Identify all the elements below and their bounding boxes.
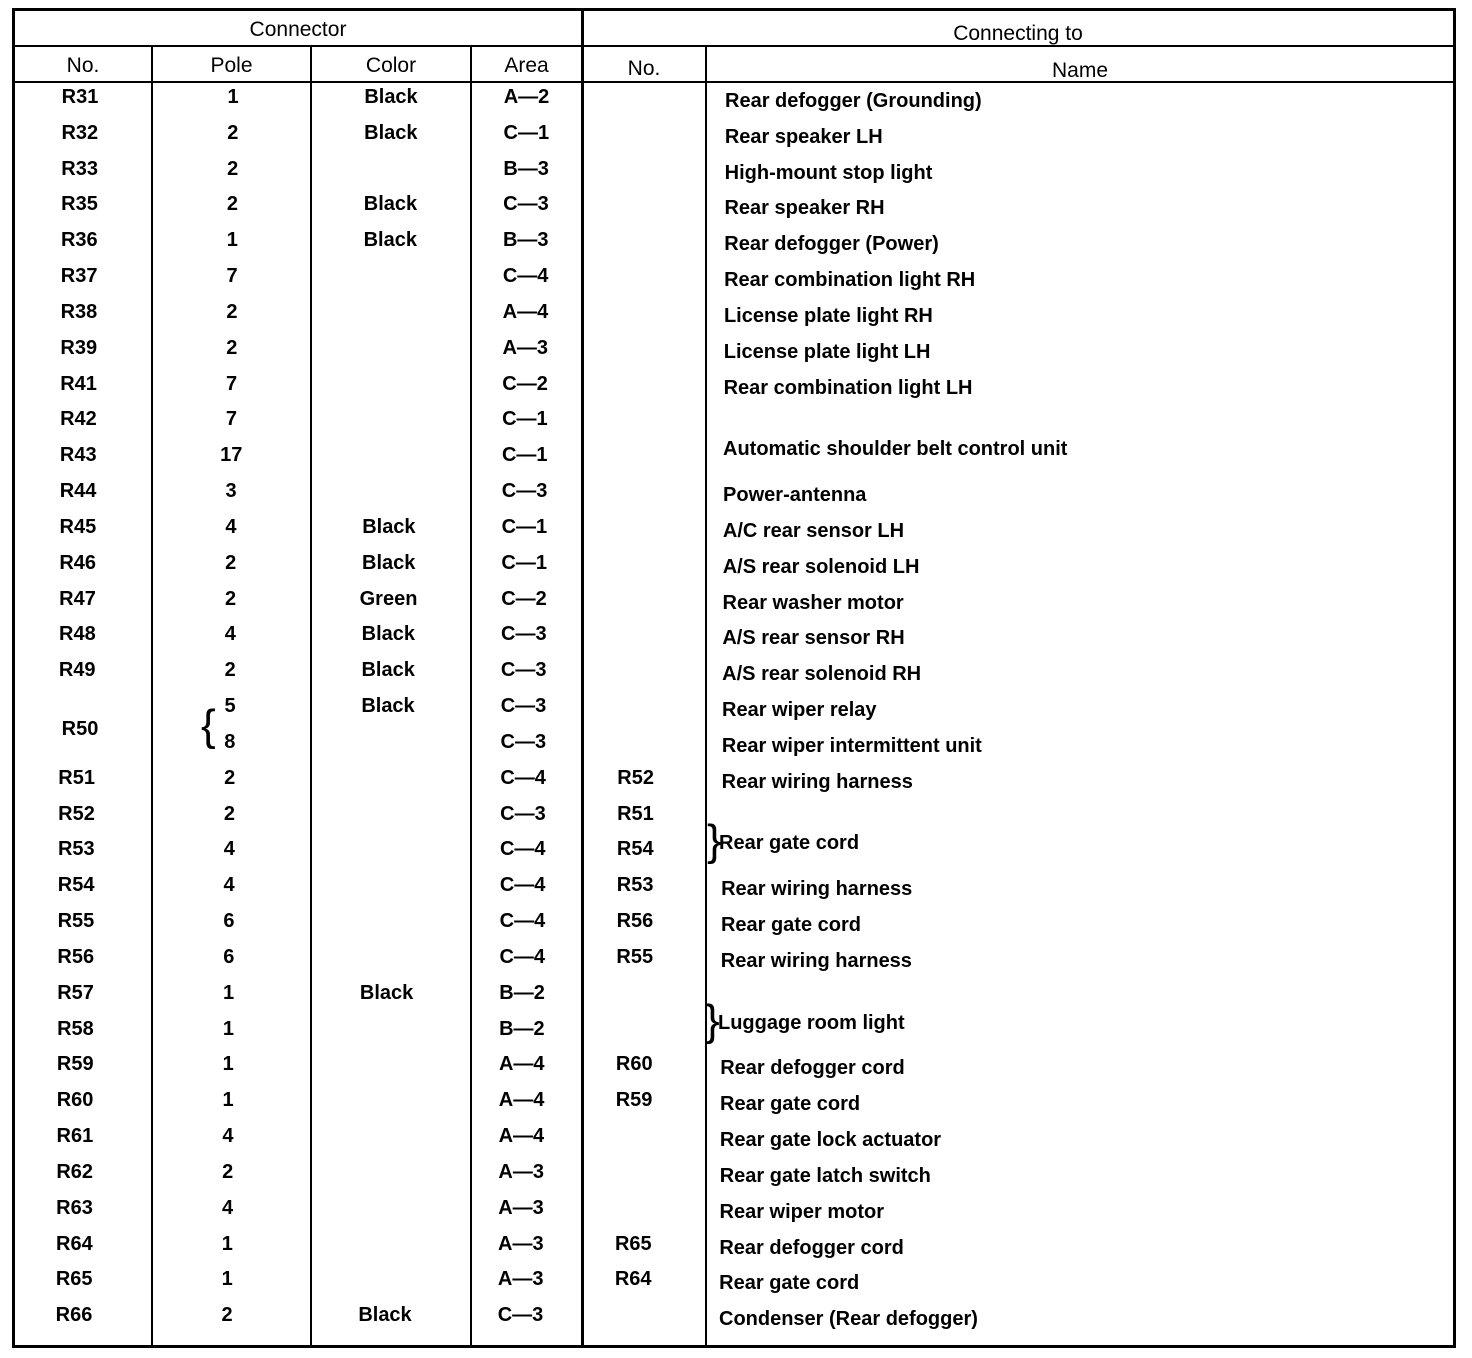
row-name: Rear wiring harness (720, 950, 912, 972)
row-name: Condenser (Rear defogger) (719, 1308, 978, 1330)
row-pole: 1 (222, 1018, 234, 1040)
row-pole: 2 (221, 1304, 233, 1326)
row-no: R63 (56, 1197, 93, 1219)
row-no: R41 (60, 373, 97, 395)
row-pole: 6 (223, 946, 235, 968)
row-to-no: R51 (617, 803, 654, 825)
row-area: B—3 (503, 158, 549, 180)
row-area: C—3 (497, 1304, 544, 1326)
r50-brace-icon: { (201, 701, 216, 750)
row-no: R55 (57, 910, 95, 932)
row-color: Green (359, 588, 418, 610)
row-pole: 2 (222, 1161, 234, 1183)
row-color: Black (361, 659, 415, 681)
row-area: A—4 (498, 1089, 545, 1111)
row-no: R31 (61, 86, 99, 108)
row-pole: 1 (222, 1089, 234, 1111)
row-to-no: R55 (616, 946, 654, 968)
row-pole: 4 (221, 1197, 234, 1219)
row-no: R48 (59, 623, 96, 645)
row-name: A/S rear solenoid RH (722, 663, 922, 685)
row-area: C—4 (499, 838, 546, 860)
row-area: B—2 (499, 1018, 545, 1040)
row-name: A/C rear sensor LH (722, 520, 905, 542)
row-no: R65 (55, 1268, 93, 1290)
row-area: A—3 (497, 1268, 544, 1290)
row-name: Rear wiring harness (721, 878, 913, 900)
row-area: A—4 (498, 1125, 545, 1147)
row-to-no: R56 (616, 910, 654, 932)
row-color: Black (362, 516, 416, 538)
row-no: R53 (57, 838, 95, 860)
row-area: B—3 (502, 229, 549, 251)
row-area: C—3 (500, 731, 547, 753)
row-name: Rear gate cord (720, 1093, 861, 1115)
row-pole: 3 (225, 480, 237, 502)
row-name: Rear defogger cord (719, 1237, 904, 1259)
row-no: R60 (56, 1089, 94, 1111)
luggage-room-light-name: Luggage room light (718, 1012, 905, 1034)
row-pole: 6 (223, 910, 235, 932)
row-pole: 2 (223, 803, 236, 825)
row-name: License plate light RH (723, 305, 933, 327)
row-area: A—3 (502, 337, 549, 359)
row-no: R52 (58, 803, 95, 825)
row-name: Rear defogger (Grounding) (725, 90, 982, 112)
connector-table (12, 8, 1456, 1348)
row-name: Rear wiper motor (719, 1201, 884, 1223)
row-no: R58 (57, 1018, 94, 1040)
row-name: Rear gate cord (720, 914, 861, 936)
row-no: R54 (57, 874, 95, 896)
row-pole: 4 (223, 874, 235, 896)
row-pole: 4 (225, 516, 237, 538)
row-pole: 2 (225, 552, 237, 574)
row-pole: 7 (226, 373, 238, 395)
row-no: R32 (61, 122, 99, 144)
row-name: License plate light LH (723, 341, 931, 363)
row-no: R62 (56, 1161, 94, 1183)
header-connector: Connector (249, 18, 347, 41)
row-pole: 2 (226, 301, 238, 323)
row-pole: 2 (227, 122, 239, 144)
row-area: C—3 (500, 695, 547, 717)
header-to-no: No. (627, 57, 661, 80)
row-pole: 7 (226, 265, 238, 287)
row-color: Black (363, 229, 417, 251)
row-name: Power-antenna (723, 484, 867, 506)
row-no: R61 (56, 1125, 94, 1147)
row-no: R51 (58, 767, 95, 789)
row-name: Rear defogger (Power) (724, 233, 939, 255)
row-area: A—3 (498, 1197, 544, 1219)
row-name: A/S rear solenoid LH (722, 556, 920, 578)
row-area: A—2 (503, 86, 550, 108)
row-to-no: R65 (614, 1233, 652, 1255)
row-area: C—4 (499, 946, 546, 968)
row-name: Rear gate cord (719, 1272, 860, 1294)
row-pole: 2 (224, 588, 237, 610)
header-no: No. (66, 54, 100, 77)
rear-gate-cord-merged-name: Rear gate cord (719, 832, 860, 854)
row-area: C—4 (499, 874, 546, 896)
row-to-no: R64 (614, 1268, 652, 1290)
row-name: Rear wiper relay (722, 699, 877, 721)
row-pole: 2 (226, 337, 238, 359)
header-area: Area (504, 54, 549, 77)
row-name: Rear wiring harness (721, 771, 913, 793)
row-pole: 1 (221, 1268, 233, 1290)
row-area: A—3 (498, 1233, 544, 1255)
header-pole: Pole (210, 54, 253, 77)
row-no: R56 (57, 946, 95, 968)
row-name: Rear wiper intermittent unit (721, 735, 982, 757)
row-no: R37 (60, 265, 98, 287)
row-area: C—1 (501, 444, 548, 466)
row-pole: 1 (221, 1233, 233, 1255)
row-no: R39 (60, 337, 98, 359)
row-pole: 4 (222, 1125, 234, 1147)
row-to-no: R54 (616, 838, 654, 860)
row-area: C—3 (501, 480, 548, 502)
row-no: R66 (55, 1304, 93, 1326)
header-name: Name (1051, 59, 1109, 82)
row-color: Black (362, 552, 416, 574)
row-color: Black (361, 695, 415, 717)
row-no: R35 (61, 193, 98, 215)
row-area: C—3 (501, 623, 547, 645)
row-no: R45 (59, 516, 97, 538)
row-area: A—4 (498, 1053, 545, 1075)
row-to-no: R53 (616, 874, 654, 896)
row-color: Black (364, 86, 418, 108)
row-pole: 17 (220, 444, 243, 466)
row-pole: 2 (224, 659, 236, 681)
row-no: R43 (59, 444, 97, 466)
row-no: R59 (56, 1053, 94, 1075)
row-pole: 1 (227, 86, 239, 108)
shoulder-belt-name: Automatic shoulder belt control unit (723, 438, 1068, 460)
row-area: C—4 (499, 910, 546, 932)
row-area: C—4 (500, 767, 546, 789)
row-to-no: R60 (615, 1053, 653, 1075)
row-area: C—4 (502, 265, 549, 287)
row-pole: 1 (222, 1053, 234, 1075)
row-color: Black (359, 982, 414, 1004)
row-area: C—1 (501, 516, 548, 538)
row-no: R57 (57, 982, 94, 1004)
row-no: R64 (56, 1233, 93, 1255)
col-divider-main (581, 11, 584, 1345)
row-name: Rear speaker LH (724, 126, 883, 148)
row-area: C—2 (501, 588, 547, 610)
row-color: Black (358, 1304, 412, 1326)
row-area: C—1 (501, 552, 547, 574)
row-pole: 2 (224, 767, 236, 789)
row-pole: 8 (224, 731, 236, 753)
row-to-no: R52 (617, 767, 654, 789)
row-no: R38 (60, 301, 98, 323)
row-area: A—3 (498, 1161, 544, 1183)
row-name: A/S rear sensor RH (722, 627, 905, 649)
row-pole: 1 (226, 229, 238, 251)
row-area: C—1 (502, 408, 548, 430)
row-area: C—3 (503, 193, 549, 215)
header-divider-1 (15, 45, 1453, 47)
row-pole: 7 (225, 408, 237, 430)
row-no: R42 (60, 408, 97, 430)
row-name: Rear washer motor (722, 592, 904, 614)
row-no: R47 (59, 588, 96, 610)
row-pole: 1 (223, 982, 235, 1004)
row-color: Black (363, 193, 418, 215)
row-area: C—1 (503, 122, 550, 144)
row-area: C—2 (502, 373, 548, 395)
row-name: High-mount stop light (724, 162, 933, 184)
row-no: R44 (59, 480, 97, 502)
row-no: R49 (58, 659, 96, 681)
row-name: Rear gate lock actuator (719, 1129, 942, 1151)
row-color: Black (364, 122, 418, 144)
row-name: Rear combination light RH (724, 269, 976, 291)
row-color: Black (361, 623, 416, 645)
r50-no: R50 (61, 718, 99, 740)
row-area: C—3 (500, 803, 546, 825)
luggage-brace-icon: } (705, 996, 720, 1045)
rear-gate-brace-icon: } (707, 816, 722, 865)
row-pole: 2 (226, 193, 239, 215)
row-pole: 2 (227, 158, 239, 180)
row-no: R46 (59, 552, 97, 574)
row-pole: 4 (223, 838, 235, 860)
header-connecting-to: Connecting to (953, 22, 1083, 45)
row-to-no: R59 (615, 1089, 653, 1111)
row-name: Rear defogger cord (720, 1057, 905, 1079)
row-pole: 5 (224, 695, 236, 717)
header-color: Color (365, 54, 417, 77)
row-pole: 4 (224, 623, 236, 645)
row-area: A—4 (502, 301, 549, 323)
row-no: R33 (61, 158, 98, 180)
row-area: B—2 (499, 982, 545, 1004)
row-no: R36 (60, 229, 98, 251)
row-name: Rear gate latch switch (719, 1165, 931, 1187)
row-name: Rear speaker RH (724, 197, 885, 219)
row-area: C—3 (500, 659, 547, 681)
row-name: Rear combination light LH (723, 377, 973, 399)
col-divider-to-no (705, 45, 707, 1345)
